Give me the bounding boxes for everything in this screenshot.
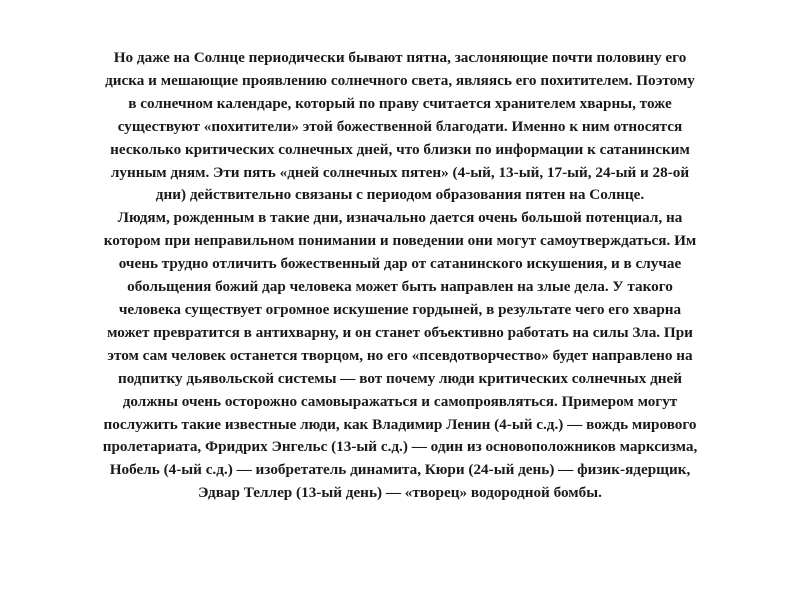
text-line: диска и мешающие проявлению солнечного света, являясь его похитителем. Поэтому	[105, 71, 695, 89]
text-line: Но даже на Солнце периодически бывают пятна, заслоняющие почти половину его	[113, 49, 687, 66]
text-line: Людям, рожденным в такие дни, изначально дается очень большой потенциал, на	[117, 209, 683, 227]
text-line: этом сам человек останется творцом, но его «псевдотворчество» будет направлено на	[107, 346, 693, 364]
text-line: должны очень осторожно самовыражаться и самопроявляться. Примером могут	[122, 392, 678, 410]
text-line: подпитку дьявольской системы — вот почему люди критических солнечных дней	[117, 369, 683, 387]
text-line: лунным дням. Эти пять «дней солнечных пятен» (4-ый, 13-ый, 17-ый, 24-ый и 28-ой	[110, 163, 690, 181]
text-line: дни) действительно связаны с периодом образования пятен на Солнце.	[155, 186, 645, 204]
text-line: послужить такие известные люди, как Владимир Ленин (4-ый с.д.) — вождь мирового	[103, 415, 697, 433]
text-line: пролетариата, Фридрих Энгельс (13-ый с.д.) — один из основоположников марксизма,	[102, 438, 698, 456]
text-line: Нобель (4-ый с.д.) — изобретатель динамита, Кюри (24-ый день) — физик-ядерщик,	[109, 461, 691, 479]
text-line: существуют «похитители» этой божественной благодати. Именно к ним относятся	[117, 117, 683, 135]
text-line: Эдвар Теллер (13-ый день) — «творец» водородной бомбы.	[198, 484, 602, 502]
text-line: очень трудно отличить божественный дар от сатанинского искушения, и в случае	[118, 255, 682, 273]
text-line: человека существует огромное искушение гордыней, в результате чего его хварна	[118, 300, 682, 318]
text-line: в солнечном календаре, который по праву считается хранителем хварны, тоже	[128, 94, 672, 112]
text-line: несколько критических солнечных дней, что близки по информации к сатанинским	[110, 140, 690, 158]
text-line: обольщения божий дар человека может быть направлен на злые дела. У такого	[127, 278, 673, 296]
text-line: котором при неправильном понимании и поведении они могут самоутверждаться. Им	[103, 232, 697, 250]
body-text	[6, 47, 794, 505]
text-line: может превратится в антихварну, и он станет объективно работать на силы Зла. При	[107, 323, 693, 341]
